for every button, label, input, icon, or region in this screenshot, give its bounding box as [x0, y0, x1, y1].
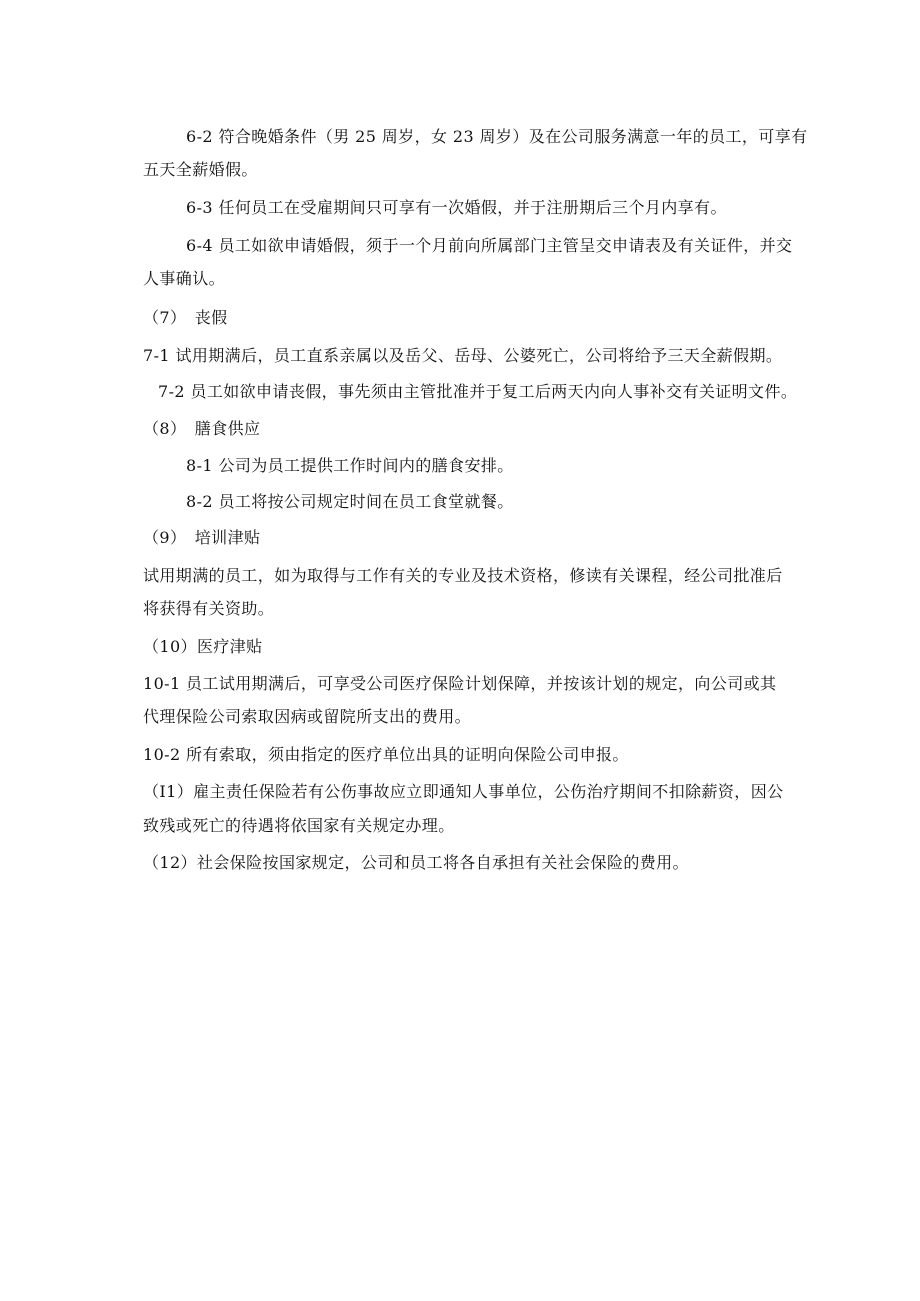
section-9-heading: （9） 培训津贴	[143, 528, 261, 547]
clause-6-4-line-1: 6-4 员工如欲申请婚假，须于一个月前向所属部门主管呈交申请表及有关证件，并交	[186, 236, 793, 255]
clause-8-2: 8-2 员工将按公司规定时间在员工食堂就餐。	[186, 492, 514, 511]
section-7-heading: （7） 丧假	[143, 308, 228, 327]
clause-7-2: 7-2 员工如欲申请丧假，事先须由主管批准并于复工后两天内向人事补交有关证明文件。	[158, 382, 798, 401]
clause-6-3: 6-3 任何员工在受雇期间只可享有一次婚假，并于注册期后三个月内享有。	[186, 198, 727, 217]
clause-10-1-line-2: 代理保险公司索取因病或留院所支出的费用。	[143, 707, 472, 726]
section-9-body-line-1: 试用期满的员工，如为取得与工作有关的专业及技术资格，修读有关课程，经公司批准后	[143, 566, 783, 585]
clause-6-4-line-2: 人事确认。	[143, 269, 226, 288]
clause-8-1: 8-1 公司为员工提供工作时间内的膳食安排。	[186, 456, 514, 475]
clause-6-2-line-1: 6-2 符合晚婚条件（男 25 周岁，女 23 周岁）及在公司服务满意一年的员工，可享有	[186, 127, 808, 146]
section-10-heading: （10）医疗津贴	[143, 637, 263, 656]
clause-6-2-line-2: 五天全薪婚假。	[143, 160, 258, 179]
clause-10-2: 10-2 所有索取，须由指定的医疗单位出具的证明向保险公司申报。	[143, 745, 629, 764]
section-11-line-1: （I1）雇主责任保险若有公伤事故应立即通知人事单位，公伤治疗期间不扣除薪资，因公	[143, 782, 784, 801]
section-12: （12）社会保险按国家规定，公司和员工将各自承担有关社会保险的费用。	[143, 853, 689, 872]
section-8-heading: （8） 膳食供应	[143, 419, 261, 438]
clause-10-1-line-1: 10-1 员工试用期满后，可享受公司医疗保险计划保障，并按该计划的规定，向公司或其	[143, 674, 777, 693]
section-9-body-line-2: 将获得有关资助。	[143, 599, 275, 618]
clause-7-1: 7-1 试用期满后，员工直系亲属以及岳父、岳母、公婆死亡，公司将给予三天全薪假期。	[143, 346, 783, 365]
section-11-line-2: 致残或死亡的待遇将依国家有关规定办理。	[143, 816, 455, 835]
